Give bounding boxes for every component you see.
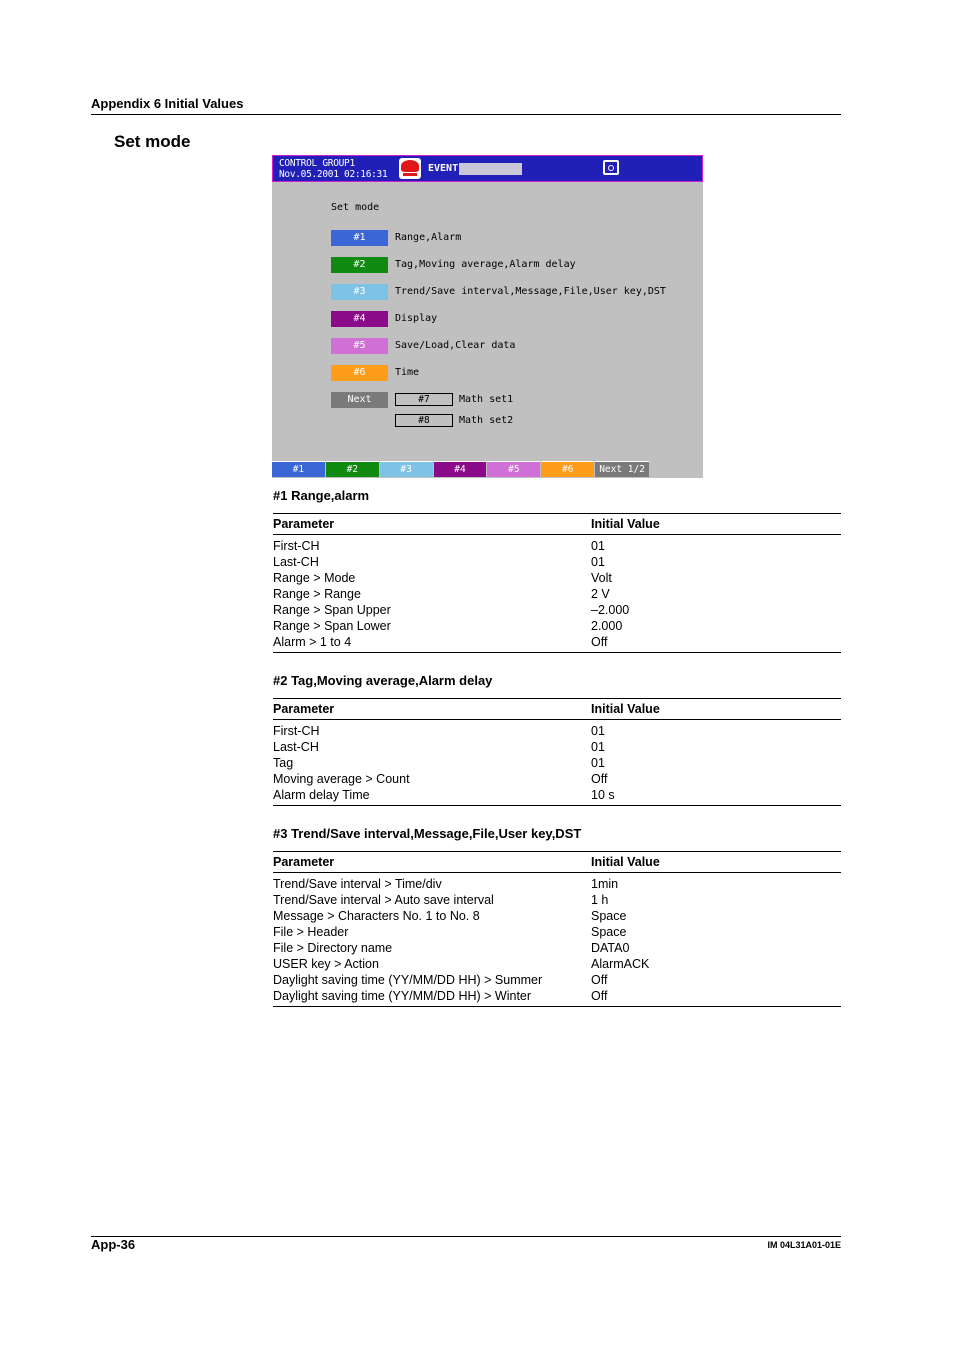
softkey-bar [272, 461, 650, 478]
table-row [273, 972, 841, 988]
table-title: #3 Trend/Save interval,Message,File,User key,DST [273, 826, 582, 841]
initial-value-cell: 10 s [591, 788, 615, 802]
screen-status-bar [272, 155, 703, 182]
menu-key-4[interactable]: #4 [331, 311, 388, 327]
group-name: CONTROL GROUP1 [279, 158, 355, 169]
table-row [273, 924, 841, 940]
table-header [273, 852, 841, 873]
table-row [273, 755, 841, 771]
table-row [273, 908, 841, 924]
page-number: App-36 [91, 1237, 136, 1252]
submenu-label-8: Math set2 [459, 415, 514, 426]
recorder-screen [272, 155, 703, 478]
parameter-cell: USER key > Action [273, 957, 379, 971]
submenu-label-7: Math set1 [459, 394, 514, 405]
document-id: IM 04L31A01-01E [767, 1240, 841, 1250]
column-header-initial-value: Initial Value [591, 702, 660, 716]
initial-value-cell: 01 [591, 756, 605, 770]
parameter-cell: Range > Span Upper [273, 603, 391, 617]
submenu-key-8[interactable]: #8 [395, 414, 453, 427]
parameter-cell: Range > Span Lower [273, 619, 391, 633]
table-row [273, 876, 841, 892]
display-status-icon [399, 158, 421, 179]
column-header-initial-value: Initial Value [591, 517, 660, 531]
parameter-cell: Last-CH [273, 740, 319, 754]
menu-label-4: Display [395, 313, 438, 324]
table-row [273, 739, 841, 755]
initial-value-cell: 01 [591, 539, 605, 553]
initial-values-table [273, 513, 841, 653]
parameter-cell: Alarm delay Time [273, 788, 370, 802]
menu-label-1: Range,Alarm [395, 232, 462, 243]
table-row [273, 892, 841, 908]
table-row [273, 586, 841, 602]
running-header: Appendix 6 Initial Values [91, 96, 244, 111]
softkey-6[interactable]: #6 [541, 461, 594, 477]
screen-group-info [279, 158, 387, 180]
softkey-4[interactable]: #4 [434, 461, 487, 477]
parameter-cell: First-CH [273, 539, 320, 553]
softkey-7[interactable]: Next 1/2 [595, 461, 649, 477]
table-row [273, 618, 841, 634]
initial-value-cell: 1 h [591, 893, 609, 907]
group-datetime: Nov.05.2001 02:16:31 [279, 169, 388, 180]
parameter-cell: Trend/Save interval > Auto save interval [273, 893, 494, 907]
table-title: #2 Tag,Moving average,Alarm delay [273, 673, 493, 688]
softkey-2[interactable]: #2 [326, 461, 379, 477]
initial-value-cell: Off [591, 989, 608, 1003]
table-row [273, 723, 841, 739]
initial-value-cell: Off [591, 635, 608, 649]
menu-label-6: Time [395, 367, 420, 378]
parameter-cell: Tag [273, 756, 294, 770]
parameter-cell: Daylight saving time (YY/MM/DD HH) > Summer [273, 973, 543, 987]
initial-value-cell: 2 V [591, 587, 610, 601]
parameter-cell: File > Header [273, 925, 349, 939]
initial-value-cell: 01 [591, 724, 605, 738]
table-row [273, 570, 841, 586]
parameter-cell: Range > Mode [273, 571, 356, 585]
parameter-cell: First-CH [273, 724, 320, 738]
section-title: Set mode [114, 132, 191, 151]
initial-values-table [273, 698, 841, 806]
column-header-initial-value: Initial Value [591, 855, 660, 869]
table-row [273, 554, 841, 570]
table-row [273, 988, 841, 1004]
event-field [459, 163, 522, 175]
table-title: #1 Range,alarm [273, 488, 370, 503]
event-label: EVENT [428, 163, 459, 174]
initial-value-cell: DATA0 [591, 941, 630, 955]
parameter-cell: File > Directory name [273, 941, 393, 955]
parameter-cell: Alarm > 1 to 4 [273, 635, 352, 649]
parameter-cell: Moving average > Count [273, 772, 410, 786]
initial-value-cell: 2.000 [591, 619, 623, 633]
initial-value-cell: Off [591, 973, 608, 987]
initial-value-cell: AlarmACK [591, 957, 650, 971]
parameter-cell: Message > Characters No. 1 to No. 8 [273, 909, 480, 923]
initial-value-cell: 01 [591, 740, 605, 754]
initial-value-cell: –2.000 [591, 603, 630, 617]
menu-label-3: Trend/Save interval,Message,File,User key,DST [395, 286, 666, 297]
menu-key-2[interactable]: #2 [331, 257, 388, 273]
footer-rule [91, 1236, 841, 1237]
softkey-5[interactable]: #5 [487, 461, 540, 477]
parameter-cell: Last-CH [273, 555, 319, 569]
menu-label-5: Save/Load,Clear data [395, 340, 516, 351]
menu-key-5[interactable]: #5 [331, 338, 388, 354]
screen-title: Set mode [331, 202, 380, 213]
initial-value-cell: Space [591, 925, 627, 939]
table-header [273, 699, 841, 720]
menu-label-2: Tag,Moving average,Alarm delay [395, 259, 576, 270]
submenu-key-7[interactable]: #7 [395, 393, 453, 406]
initial-value-cell: 1min [591, 877, 619, 891]
initial-value-cell: Off [591, 772, 608, 786]
table-header [273, 514, 841, 535]
table-row [273, 771, 841, 787]
menu-key-1[interactable]: #1 [331, 230, 388, 246]
table-row [273, 940, 841, 956]
table-row [273, 538, 841, 554]
initial-value-cell: Volt [591, 571, 612, 585]
softkey-3[interactable]: #3 [380, 461, 433, 477]
table-row [273, 634, 841, 650]
column-header-parameter: Parameter [273, 702, 335, 716]
initial-value-cell: 01 [591, 555, 605, 569]
table-row [273, 956, 841, 972]
parameter-cell: Trend/Save interval > Time/div [273, 877, 442, 891]
initial-values-table [273, 851, 841, 1007]
menu-key-7[interactable]: Next [331, 392, 388, 408]
camera-icon [603, 160, 619, 175]
menu-key-3[interactable]: #3 [331, 284, 388, 300]
initial-value-cell: Space [591, 909, 627, 923]
parameter-cell: Daylight saving time (YY/MM/DD HH) > Winter [273, 989, 532, 1003]
table-row [273, 602, 841, 618]
table-row [273, 787, 841, 803]
column-header-parameter: Parameter [273, 855, 335, 869]
column-header-parameter: Parameter [273, 517, 335, 531]
header-rule [91, 114, 841, 115]
parameter-cell: Range > Range [273, 587, 361, 601]
menu-key-6[interactable]: #6 [331, 365, 388, 381]
softkey-1[interactable]: #1 [272, 461, 325, 477]
